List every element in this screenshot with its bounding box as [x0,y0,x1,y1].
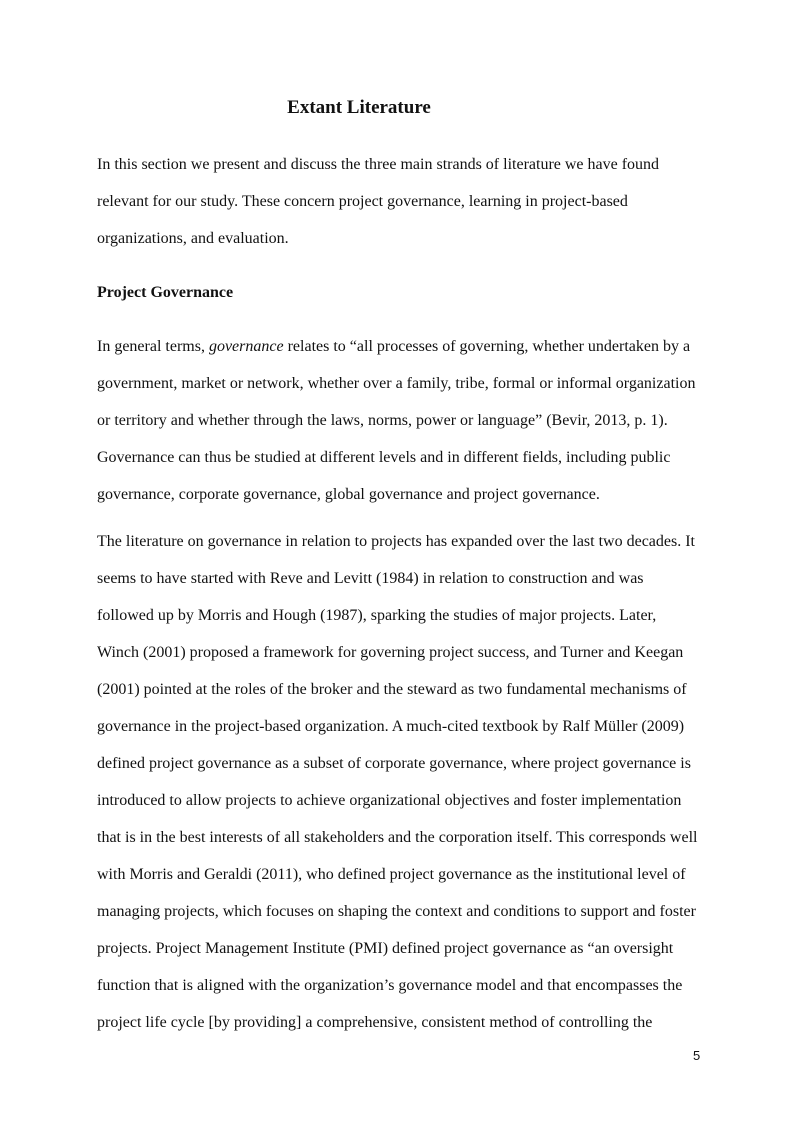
text-run: relates to “all processes of governing, whether undertaken by a [283,338,691,355]
paragraph-line: managing projects, which focuses on shaping the context and conditions to support and foster [97,903,696,920]
paragraph-line: governance in the project-based organization. A much-cited textbook by Ralf Müller (2009) [97,718,685,735]
paragraph-line: with Morris and Geraldi (2011), who defined project governance as the institutional level of [97,866,686,883]
paragraph-line: or territory and whether through the laws, norms, power or language” (Bevir, 2013, p. 1). [97,412,668,429]
paragraph-line: followed up by Morris and Hough (1987), sparking the studies of major projects. Later, [97,607,657,624]
page-title: Extant Literature [287,97,431,118]
intro-line: In this section we present and discuss the three main strands of literature we have found [97,156,660,173]
italic-term: governance [208,338,284,355]
paragraph-line: government, market or network, whether over a family, tribe, formal or informal organization [97,375,696,392]
paragraph-line: The literature on governance in relation to projects has expanded over the last two decades. It [97,533,695,550]
paragraph-line: project life cycle [by providing] a comprehensive, consistent method of controlling the [97,1014,653,1031]
intro-line: relevant for our study. These concern project governance, learning in project-based [97,193,628,210]
paragraph-line: seems to have started with Reve and Levitt (1984) in relation to construction and was [97,570,644,587]
paragraph-line: projects. Project Management Institute (PMI) defined project governance as “an oversight [97,940,674,957]
paragraph-line: Winch (2001) proposed a framework for governing project success, and Turner and Keegan [97,644,684,661]
paragraph-line [97,337,690,357]
paragraph-line: function that is aligned with the organization’s governance model and that encompasses the [97,977,683,994]
paragraph-line: that is in the best interests of all stakeholders and the corporation itself. This corresponds well [97,829,698,846]
paragraph-line: defined project governance as a subset of corporate governance, where project governance is [97,755,691,772]
text-run: In general terms, [97,338,209,355]
paragraph-line: governance, corporate governance, global governance and project governance. [97,486,600,503]
page-number: 5 [693,1048,701,1063]
section-heading: Project Governance [97,284,234,301]
paragraph-line: introduced to allow projects to achieve organizational objectives and foster implementation [97,792,682,809]
intro-line: organizations, and evaluation. [97,230,289,247]
paragraph-line: Governance can thus be studied at different levels and in different fields, including public [97,449,671,466]
paragraph-line: (2001) pointed at the roles of the broker and the steward as two fundamental mechanisms of [97,681,687,698]
